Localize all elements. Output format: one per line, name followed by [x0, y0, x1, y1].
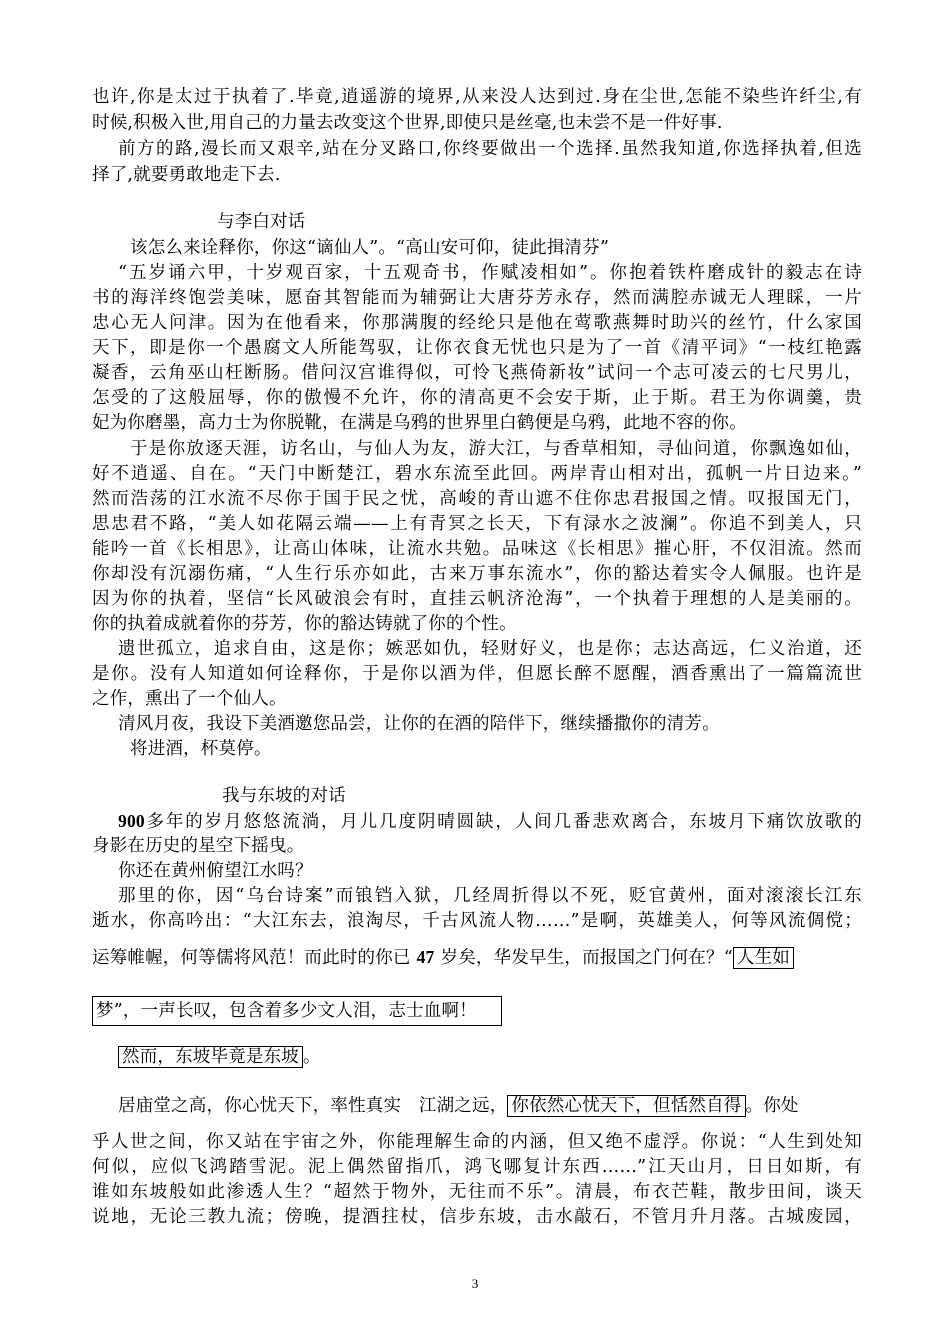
text-line: 那里的你，因“乌台诗案”而锒铛入狱，几经周折得以不死，贬官黄州，面对滚滚长江东: [118, 886, 862, 906]
text-line: 何似，应似飞鸿踏雪泥。泥上偶然留指爪，鸿飞哪复计东西……”江天山月，日日如斯，有: [92, 1157, 862, 1177]
text-line: 你的执着成就着你的芬芳，你的豁达铸就了你的个性。: [92, 614, 517, 634]
text-line: 清风月夜，我设下美酒邀您品尝，让你的在酒的陪伴下，继续播撒你的清芳。: [118, 714, 720, 734]
text-line: “五岁诵六甲，十岁观百家，十五观奇书，作赋凌相如”。你抱着铁杵磨成针的毅志在诗: [118, 263, 862, 283]
text-line: 你还在黄州俯望江水吗？: [118, 861, 313, 881]
boxed-text: 人生如: [733, 947, 794, 969]
section-title-libai: 与李白对话: [217, 212, 306, 232]
year-number: 900: [118, 811, 145, 831]
boxed-text: 梦”，一声长叹，包含着多少文人泪，志士血啊！: [92, 996, 502, 1026]
age-number: 47: [416, 947, 435, 967]
text-line: 居庙堂之高，你心忧天下，率性真实 江湖之远， 你依然心忧天下，但恬然自得 。你处: [118, 1096, 799, 1116]
page-number: 3: [471, 1276, 479, 1291]
text-line: 将进酒，杯莫停。: [130, 739, 272, 759]
text-line: 然而，东坡毕竟是东坡 。: [118, 1043, 888, 1071]
text-line: 然而浩荡的江水流不尽你于国于民之忧，高峻的青山遮不住你忠君报国之情。叹报国无门，: [92, 489, 862, 509]
text-line: 怎受的了这般屈辱，你的傲慢不允许，你的清高更不会安于斯，止于斯。君王为你调羹，贵: [92, 388, 862, 408]
text-line: [92, 996, 502, 1026]
text-line: 凝香，云角巫山枉断肠。借问汉宫谁得似，可怜飞燕倚新妆”试问一个志可凌云的七尺男儿，: [92, 363, 862, 383]
text-line: 好不逍遥、自在。“天门中断楚江，碧水东流至此回。两岸青山相对出，孤帆一片日边来。”: [92, 464, 862, 484]
text-line: 妃为你磨墨，高力士为你脱靴，在满是乌鸦的世界里白鹤便是乌鸦，此地不容的你。: [92, 413, 747, 433]
text-line: 书的海洋终饱尝美味，愿奋其智能而为辅弼让大唐芬芳永存，然而满腔赤诚无人理睬，一片: [92, 288, 862, 308]
text-line: 也许,你是太过于执着了.毕竟,逍遥游的境界,从来没人达到过.身在尘世,怎能不染些许纤尘,有: [92, 87, 862, 107]
text-line: 能吟一首《长相思》，让高山体味，让流水共勉。品味这《长相思》摧心肝，不仅泪流。然而: [92, 539, 862, 559]
text-line: 运筹帷幄，何等儒将风范！而此时的你已 47 岁矣，华发早生，而报国之门何在？“ 人生如: [92, 943, 862, 972]
text-line: 乎人世之间，你又站在宇宙之外，你能理解生命的内涵，但又绝不虚浮。你说：“人生到处知: [92, 1132, 862, 1152]
text-line: 忠心无人问津。因为在他看来，你那满腹的经纶只是他在莺歌燕舞时助兴的丝竹，什么家国: [92, 313, 862, 333]
text-line: 于是你放逐天涯，访名山，与仙人为友，游大江，与香草相知，寻仙问道，你飘逸如仙，: [130, 439, 862, 459]
boxed-text: 你依然心忧天下，但恬然自得: [507, 1095, 745, 1117]
section-title-dongpo: 我与东坡的对话: [222, 786, 346, 806]
text-line: 之作，熏出了一个仙人。: [92, 689, 287, 709]
text-line: 是你。没有人知道如何诠释你，于是你以酒为伴，但愿长醉不愿醒，酒香熏出了一篇篇流世: [92, 664, 862, 684]
text-line: 因为你的执着，坚信“长风破浪会有时，直挂云帆济沧海”，一个执着于理想的人是美丽的。: [92, 589, 862, 609]
text-line: 思忠君不路，“美人如花隔云端——上有青冥之长天，下有渌水之波澜”。你追不到美人，只: [92, 514, 862, 534]
text-line: 谁如东坡般如此渗透人生？“超然于物外，无往而不乐”。清晨，布衣芒鞋，散步田间，谈天: [92, 1182, 862, 1202]
text-line: 该怎么来诠释你，你这“谪仙人”。“高山安可仰，徒此揖清芬”: [130, 238, 610, 258]
text-line: 你却没有沉溺伤痛，“人生行乐亦如此，古来万事东流水”，你的豁达着实令人佩服。也许是: [92, 564, 862, 584]
text-line: 身影在历史的星空下摇曳。: [92, 836, 305, 856]
text-line: 时候,积极入世,用自己的力量去改变这个世界,即使只是丝毫,也未尝不是一件好事.: [92, 113, 723, 133]
text-line: 900多年的岁月悠悠流淌，月儿几度阴晴圆缺，人间几番悲欢离合，东坡月下痛饮放歌的: [118, 811, 862, 832]
text-line: 逝水，你高吟出：“大江东去，浪淘尽，千古风流人物……”是啊，英雄美人，何等风流倜傥；: [92, 911, 862, 931]
boxed-text: 然而，东坡毕竟是东坡: [118, 1046, 303, 1068]
text-line: 天下，即是你一个愚腐文人所能驾驭，让你衣食无忧也只是为了一首《清平词》“一枝红艳露: [92, 338, 862, 358]
text-line: 遗世孤立，追求自由，这是你；嫉恶如仇，轻财好义，也是你；志达高远，仁义治道，还: [118, 639, 862, 659]
text-line: 前方的路,漫长而又艰辛,站在分叉路口,你终要做出一个选择.虽然我知道,你选择执着,但选: [118, 139, 862, 159]
text-line: 择了,就要勇敢地走下去.: [92, 165, 281, 185]
text-line: 说地，无论三教九流；傍晚，提酒拄杖，信步东坡，击水敲石，不管月升月落。古城废园，: [92, 1207, 862, 1227]
